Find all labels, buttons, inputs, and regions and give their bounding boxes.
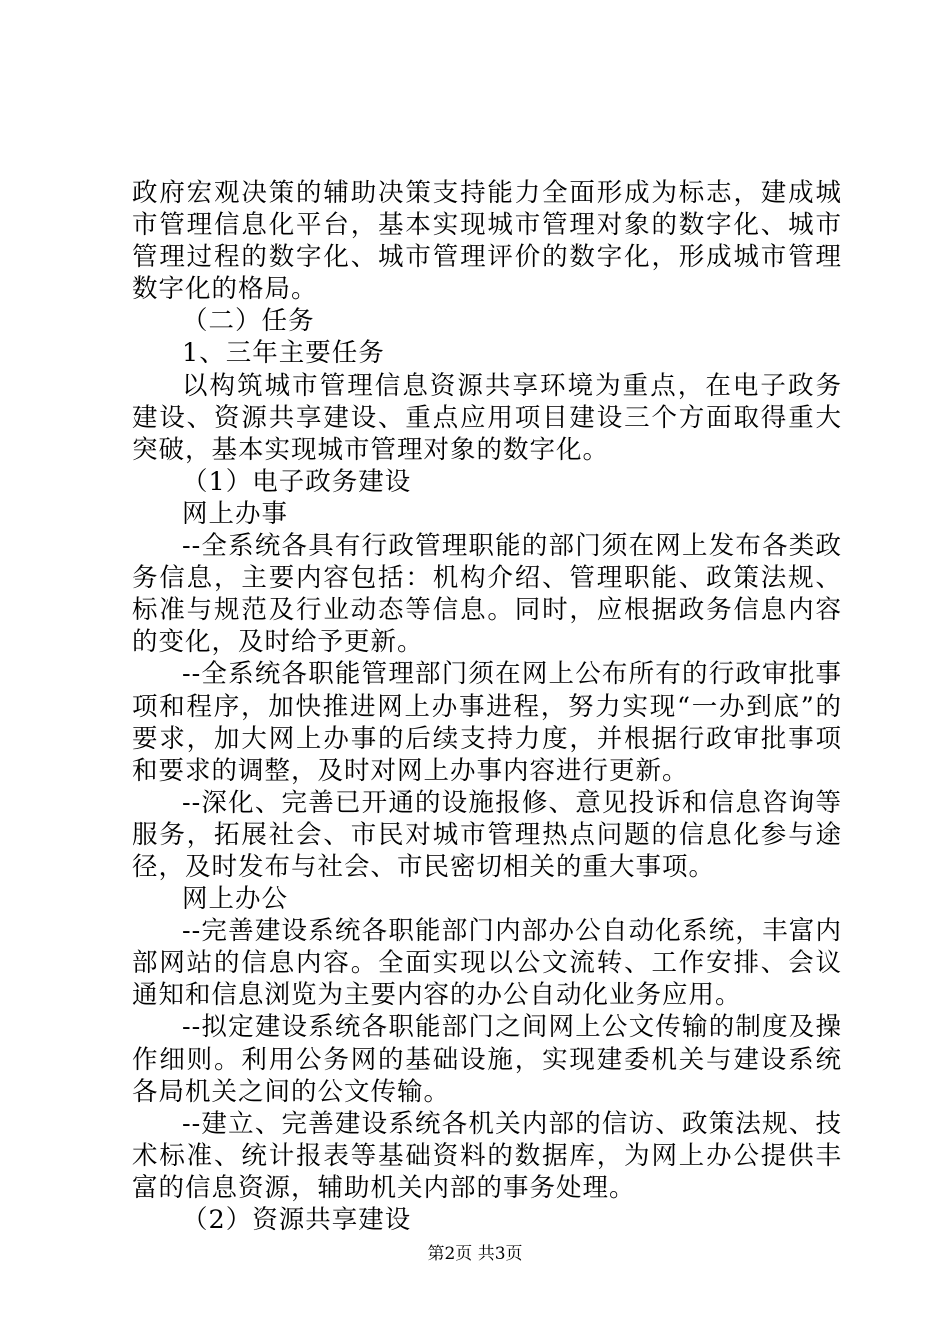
paragraph-intro: 政府宏观决策的辅助决策支持能力全面形成为标志，建成城市管理信息化平台，基本实现城市管理对象的数字化、城市管理过程的数字化、城市管理评价的数字化，形成城市管理数字化的格局。 (132, 178, 842, 305)
section-heading-tasks: （二）任务 (182, 306, 315, 337)
bullet-paragraph: --深化、完善已开通的设施报修、意见投诉和信息咨询等服务，拓展社会、市民对城市管理热点问题的信息化参与途径，及时发布与社会、市民密切相关的重大事项。 (132, 787, 842, 882)
bullet-paragraph: --完善建设系统各职能部门内部办公自动化系统，丰富内部网站的信息内容。全面实现以公文流转、工作安排、会议通知和信息浏览为主要内容的办公自动化业务应用。 (132, 916, 842, 1011)
bullet-paragraph: --拟定建设系统各职能部门之间网上公文传输的制度及操作细则。利用公务网的基础设施，实现建委机关与建设系统各局机关之间的公文传输。 (132, 1012, 842, 1107)
page-footer (0, 1244, 950, 1264)
bullet-paragraph: --建立、完善建设系统各机关内部的信访、政策法规、技术标准、统计报表等基础资料的数据库，为网上办公提供丰富的信息资源，辅助机关内部的事务处理。 (132, 1108, 842, 1203)
subsection-heading-three-year-tasks: 1、三年主要任务 (182, 338, 385, 369)
page-number-label: 第2页 共3页 (427, 1244, 523, 1264)
item-heading-e-government: （1）电子政务建设 (182, 466, 412, 497)
bullet-paragraph: --全系统各职能管理部门须在网上公布所有的行政审批事项和程序，加快推进网上办事进程，努力实现“一办到底”的要求，加大网上办事的后续支持力度，并根据行政审批事项和要求的调整，及时对网上办事内容进行更新。 (132, 659, 842, 786)
document-body (132, 177, 842, 1236)
item-heading-resource-sharing: （2）资源共享建设 (182, 1205, 412, 1235)
subheading-online-office: 网上办公 (182, 884, 289, 915)
paragraph-task-summary: 以构筑城市管理信息资源共享环境为重点，在电子政务建设、资源共享建设、重点应用项目建设三个方面取得重大突破，基本实现城市管理对象的数字化。 (132, 370, 842, 465)
subheading-online-services: 网上办事 (182, 498, 289, 529)
bullet-paragraph: --全系统各具有行政管理职能的部门须在网上发布各类政务信息，主要内容包括：机构介绍、管理职能、政策法规、标准与规范及行业动态等信息。同时，应根据政务信息内容的变化，及时给予更新。 (132, 531, 842, 658)
